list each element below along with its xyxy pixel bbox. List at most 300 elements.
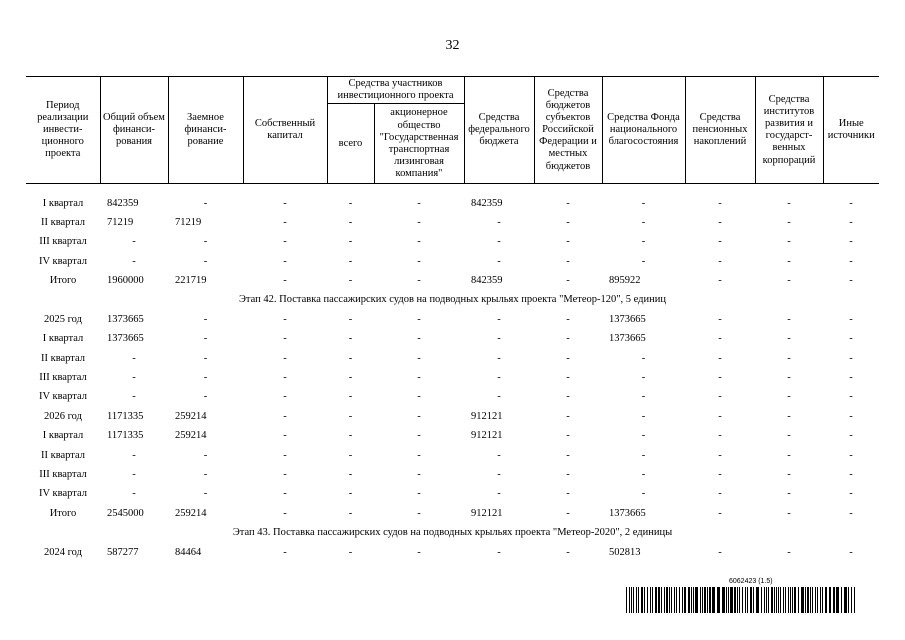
cell-institutes: -: [787, 333, 791, 345]
cell-period: IV квартал: [39, 255, 87, 267]
cell-participants-total: -: [348, 488, 353, 500]
cell-gtlk: -: [417, 372, 421, 384]
barcode-bar: [717, 587, 720, 613]
cell-gtlk: -: [417, 546, 421, 558]
cell-equity: -: [283, 313, 287, 325]
cell-participants-total: -: [348, 507, 353, 519]
cell-other: -: [849, 216, 853, 228]
cell-total: -: [132, 449, 136, 461]
table-row: [26, 193, 879, 212]
cell-participants-total: -: [348, 546, 353, 558]
barcode-bar: [641, 587, 643, 613]
barcode-bar: [807, 587, 809, 613]
barcode-bar: [693, 587, 694, 613]
cell-total: 1373665: [107, 333, 144, 345]
cell-total: 587277: [107, 546, 139, 558]
table-row: [26, 426, 879, 445]
cell-total: -: [132, 255, 136, 267]
header-federal: Средства федерального бюджета: [464, 77, 534, 184]
cell-pension: -: [718, 333, 722, 345]
cell-regional: -: [566, 255, 570, 267]
cell-other: -: [849, 372, 853, 384]
barcode-bar: [780, 587, 781, 613]
cell-institutes: -: [787, 546, 791, 558]
cell-loan: -: [203, 313, 208, 325]
cell-total: -: [132, 391, 136, 403]
cell-nwf: 895922: [609, 275, 641, 287]
cell-loan: 259214: [175, 430, 207, 442]
barcode-caption: 6062423 (1.5): [729, 578, 773, 585]
cell-other: -: [849, 469, 853, 480]
cell-other: -: [849, 449, 853, 461]
barcode-bar: [709, 587, 711, 613]
cell-equity: -: [283, 488, 287, 500]
cell-loan: -: [203, 236, 208, 248]
cell-equity: -: [283, 275, 287, 287]
cell-other: -: [849, 430, 853, 442]
barcode-bar: [707, 587, 708, 613]
barcode-bar: [810, 587, 811, 613]
barcode-bar: [726, 587, 727, 613]
cell-federal: -: [497, 391, 501, 403]
barcode-bar: [825, 587, 827, 613]
barcode-bar: [644, 587, 645, 613]
cell-nwf: -: [641, 352, 646, 364]
cell-other: -: [849, 488, 853, 500]
barcode-bar: [841, 587, 842, 613]
cell-equity: -: [283, 372, 287, 384]
barcode-bar: [790, 587, 791, 613]
barcode-bar: [633, 587, 634, 613]
cell-period: I квартал: [42, 430, 84, 442]
cell-pension: -: [718, 236, 722, 248]
cell-loan: -: [203, 352, 208, 364]
table-row: [26, 407, 879, 426]
cell-loan: -: [203, 333, 208, 345]
header-participants-group: Средства участников инвестиционного проекта: [327, 77, 464, 104]
cell-period: 2024 год: [44, 546, 82, 558]
cell-participants-total: -: [348, 410, 353, 422]
cell-equity: -: [283, 216, 287, 228]
barcode-bar: [682, 587, 683, 613]
cell-equity: -: [283, 391, 287, 403]
cell-nwf: -: [641, 255, 646, 267]
cell-equity: -: [283, 430, 287, 442]
barcode-bar: [674, 587, 675, 613]
cell-total: -: [132, 352, 136, 364]
cell-participants-total: -: [348, 449, 353, 461]
cell-participants-total: -: [348, 391, 353, 403]
cell-nwf: -: [641, 391, 646, 403]
cell-equity: -: [283, 546, 287, 558]
cell-pension: -: [718, 391, 722, 403]
cell-regional: -: [566, 275, 570, 287]
table-row: [26, 368, 879, 387]
cell-loan: -: [203, 255, 208, 267]
cell-period: III квартал: [39, 236, 87, 248]
table-row: [26, 213, 879, 232]
barcode-bar: [788, 587, 789, 613]
cell-gtlk: -: [417, 507, 421, 519]
cell-institutes: -: [787, 488, 791, 500]
table-row: [26, 348, 879, 367]
cell-pension: -: [718, 352, 722, 364]
cell-gtlk: -: [417, 197, 421, 209]
stage-heading: Этап 43. Поставка пассажирских судов на подводных крыльях проекта "Метеор-2020", 2 единицы: [232, 527, 673, 539]
cell-gtlk: -: [417, 236, 421, 248]
cell-loan: -: [203, 488, 208, 500]
cell-other: -: [849, 197, 853, 209]
cell-institutes: -: [787, 507, 791, 519]
cell-nwf: 1373665: [609, 333, 646, 345]
barcode-bar: [848, 587, 849, 613]
cell-other: -: [849, 546, 853, 558]
barcode-bar: [638, 587, 639, 613]
barcode-bar: [851, 587, 852, 613]
cell-federal: 912121: [471, 430, 503, 442]
stage-heading: Этап 42. Поставка пассажирских судов на подводных крыльях проекта "Метеор-120", 5 единиц: [239, 294, 666, 306]
cell-participants-total: -: [348, 372, 353, 384]
barcode-bar: [753, 587, 754, 613]
cell-participants-total: -: [348, 469, 353, 480]
header-nwf: Средства Фонда национального благосостояния: [602, 77, 685, 184]
stage-heading-row: [26, 290, 879, 309]
table-row: [26, 542, 879, 561]
header-other: Иные источники: [823, 77, 879, 184]
cell-federal: 842359: [471, 275, 503, 287]
cell-federal: 842359: [471, 197, 503, 209]
header-period: Период реализации инвести-ционного проекта: [26, 77, 100, 184]
cell-gtlk: -: [417, 313, 421, 325]
cell-equity: -: [283, 352, 287, 364]
barcode-bar: [661, 587, 662, 613]
financing-table: [26, 76, 879, 562]
cell-loan: -: [203, 391, 208, 403]
table-row: [26, 232, 879, 251]
cell-other: -: [849, 507, 853, 519]
cell-period: IV квартал: [39, 488, 87, 500]
barcode-bar: [652, 587, 653, 613]
cell-nwf: -: [641, 410, 646, 422]
barcode-bar: [704, 587, 706, 613]
cell-period: Итого: [49, 275, 77, 287]
table-row: [26, 484, 879, 503]
table-row: [26, 445, 879, 464]
cell-pension: -: [718, 410, 722, 422]
cell-federal: -: [497, 546, 501, 558]
cell-pension: -: [718, 372, 722, 384]
cell-regional: -: [566, 372, 570, 384]
barcode-bar: [798, 587, 799, 613]
cell-equity: -: [283, 469, 287, 480]
cell-institutes: -: [787, 372, 791, 384]
cell-regional: -: [566, 352, 570, 364]
cell-pension: -: [718, 488, 722, 500]
barcode-bar: [647, 587, 648, 613]
cell-total: -: [132, 236, 136, 248]
table-row: [26, 310, 879, 329]
cell-total: 1171335: [107, 430, 144, 442]
cell-pension: -: [718, 197, 722, 209]
cell-gtlk: -: [417, 469, 421, 480]
barcode-bar: [658, 587, 660, 613]
cell-total: -: [132, 372, 136, 384]
header-equity: Собственный капитал: [243, 77, 327, 184]
header-institutes: Средства институтов развития и государст-венных корпораций: [755, 77, 823, 184]
cell-period: I квартал: [42, 333, 84, 345]
barcode-bar: [822, 587, 823, 613]
cell-regional: -: [566, 236, 570, 248]
barcode-bar: [688, 587, 690, 613]
cell-participants-total: -: [348, 333, 353, 345]
cell-regional: -: [566, 216, 570, 228]
cell-participants-total: -: [348, 430, 353, 442]
table-row: [26, 387, 879, 406]
cell-pension: -: [718, 449, 722, 461]
barcode-bar: [722, 587, 725, 613]
cell-other: -: [849, 255, 853, 267]
cell-period: II квартал: [40, 352, 86, 364]
cell-institutes: -: [787, 410, 791, 422]
cell-total: 1171335: [107, 410, 144, 422]
barcode-image: [626, 587, 857, 613]
cell-regional: -: [566, 391, 570, 403]
table-row: [26, 271, 879, 290]
cell-regional: -: [566, 449, 570, 461]
cell-participants-total: -: [348, 255, 353, 267]
barcode-bar: [664, 587, 665, 613]
cell-institutes: -: [787, 216, 791, 228]
cell-regional: -: [566, 488, 570, 500]
cell-pension: -: [718, 469, 722, 480]
cell-pension: -: [718, 546, 722, 558]
cell-other: -: [849, 275, 853, 287]
barcode-bar: [768, 587, 769, 613]
cell-nwf: 1373665: [609, 313, 646, 325]
cell-loan: -: [203, 449, 208, 461]
barcode-bar: [695, 587, 698, 613]
cell-participants-total: -: [348, 313, 353, 325]
cell-nwf: -: [641, 430, 646, 442]
barcode-bar: [792, 587, 793, 613]
cell-federal: -: [497, 352, 501, 364]
cell-nwf: 1373665: [609, 507, 646, 519]
cell-federal: -: [497, 469, 501, 480]
cell-participants-total: -: [348, 352, 353, 364]
cell-institutes: -: [787, 352, 791, 364]
cell-regional: -: [566, 469, 570, 480]
cell-gtlk: -: [417, 216, 421, 228]
barcode-bar: [669, 587, 670, 613]
cell-pension: -: [718, 430, 722, 442]
cell-period: II квартал: [40, 449, 86, 461]
cell-institutes: -: [787, 449, 791, 461]
cell-nwf: -: [641, 216, 646, 228]
barcode-bar: [712, 587, 715, 613]
cell-equity: -: [283, 449, 287, 461]
cell-other: -: [849, 313, 853, 325]
cell-other: -: [849, 352, 853, 364]
cell-pension: -: [718, 255, 722, 267]
cell-other: -: [849, 410, 853, 422]
barcode-bar: [629, 587, 630, 613]
barcode-bar: [756, 587, 759, 613]
cell-regional: -: [566, 430, 570, 442]
cell-loan: 259214: [175, 410, 207, 422]
stage-heading-row: [26, 523, 879, 542]
cell-participants-total: -: [348, 216, 353, 228]
cell-pension: -: [718, 313, 722, 325]
cell-period: 2025 год: [44, 313, 82, 325]
cell-federal: -: [497, 313, 501, 325]
barcode-bar: [691, 587, 692, 613]
barcode-bar: [776, 587, 777, 613]
cell-loan: 71219: [175, 216, 202, 228]
cell-total: 71219: [107, 216, 134, 228]
cell-total: 842359: [107, 197, 139, 209]
barcode-bar: [761, 587, 762, 613]
header-total: Общий объем финанси-рования: [100, 77, 168, 184]
cell-federal: -: [497, 236, 501, 248]
header-participants-total: всего: [327, 104, 374, 184]
cell-federal: -: [497, 372, 501, 384]
barcode-bar: [734, 587, 736, 613]
cell-total: -: [132, 469, 136, 480]
barcode-bar: [626, 587, 627, 613]
barcode-bar: [820, 587, 821, 613]
header-gtlk: акционерное общество "Государственная транспортная лизинговая компания": [374, 104, 464, 184]
cell-other: -: [849, 333, 853, 345]
cell-nwf: -: [641, 469, 646, 480]
cell-regional: -: [566, 546, 570, 558]
barcode-bar: [785, 587, 786, 613]
barcode-bar: [676, 587, 677, 613]
cell-nwf: -: [641, 197, 646, 209]
header-pension: Средства пенсионных накоплений: [685, 77, 755, 184]
cell-other: -: [849, 391, 853, 403]
cell-institutes: -: [787, 430, 791, 442]
cell-total: 1960000: [107, 275, 144, 287]
cell-equity: -: [283, 255, 287, 267]
barcode-bar: [739, 587, 740, 613]
barcode-bar: [812, 587, 813, 613]
cell-gtlk: -: [417, 410, 421, 422]
cell-participants-total: -: [348, 197, 353, 209]
cell-institutes: -: [787, 313, 791, 325]
barcode-bar: [778, 587, 779, 613]
barcode-bar: [742, 587, 743, 613]
barcode-bar: [631, 587, 632, 613]
barcode-bar: [666, 587, 668, 613]
cell-federal: -: [497, 255, 501, 267]
table-row: [26, 465, 879, 484]
cell-federal: 912121: [471, 507, 503, 519]
cell-gtlk: -: [417, 391, 421, 403]
cell-institutes: -: [787, 197, 791, 209]
cell-regional: -: [566, 333, 570, 345]
cell-period: 2026 год: [44, 410, 82, 422]
cell-period: III квартал: [39, 372, 87, 384]
cell-other: -: [849, 236, 853, 248]
barcode-bar: [801, 587, 804, 613]
header-regional: Средства бюджетов субъектов Российской Федерации и местных бюджетов: [534, 77, 602, 184]
cell-pension: -: [718, 275, 722, 287]
barcode-bar: [817, 587, 818, 613]
cell-federal: -: [497, 488, 501, 500]
cell-gtlk: -: [417, 255, 421, 267]
barcode-bar: [836, 587, 839, 613]
barcode-bar: [764, 587, 765, 613]
page-number: 32: [445, 38, 460, 53]
barcode-bar: [671, 587, 672, 613]
barcode-bar: [829, 587, 831, 613]
cell-gtlk: -: [417, 333, 421, 345]
barcode-bar: [655, 587, 657, 613]
cell-pension: -: [718, 507, 722, 519]
cell-institutes: -: [787, 391, 791, 403]
cell-nwf: 502813: [609, 546, 641, 558]
cell-institutes: -: [787, 469, 791, 480]
barcode-bar: [700, 587, 701, 613]
cell-nwf: -: [641, 372, 646, 384]
cell-federal: -: [497, 333, 501, 345]
barcode-bar: [747, 587, 748, 613]
cell-institutes: -: [787, 275, 791, 287]
cell-federal: -: [497, 449, 501, 461]
cell-nwf: -: [641, 236, 646, 248]
table-row: [26, 504, 879, 523]
cell-period: I квартал: [42, 197, 84, 209]
cell-gtlk: -: [417, 275, 421, 287]
table-row: [26, 329, 879, 348]
cell-equity: -: [283, 410, 287, 422]
cell-equity: -: [283, 197, 287, 209]
cell-federal: 912121: [471, 410, 503, 422]
barcode-bar: [728, 587, 729, 613]
barcode-bar: [750, 587, 752, 613]
cell-nwf: -: [641, 449, 646, 461]
cell-equity: -: [283, 507, 287, 519]
barcode-bar: [650, 587, 651, 613]
cell-federal: -: [497, 216, 501, 228]
barcode-bar: [636, 587, 637, 613]
cell-loan: -: [203, 372, 208, 384]
cell-participants-total: -: [348, 236, 353, 248]
barcode-bar: [844, 587, 847, 613]
barcode-bar: [805, 587, 806, 613]
cell-loan: 84464: [175, 546, 202, 558]
barcode-bar: [833, 587, 835, 613]
cell-regional: -: [566, 507, 570, 519]
cell-total: 2545000: [107, 507, 144, 519]
cell-regional: -: [566, 410, 570, 422]
cell-institutes: -: [787, 255, 791, 267]
barcode-bar: [745, 587, 746, 613]
cell-total: 1373665: [107, 313, 144, 325]
barcode-bar: [774, 587, 775, 613]
cell-nwf: -: [641, 488, 646, 500]
cell-loan: 259214: [175, 507, 207, 519]
cell-regional: -: [566, 197, 570, 209]
barcode-bar: [679, 587, 680, 613]
barcode-bar: [771, 587, 773, 613]
cell-equity: -: [283, 333, 287, 345]
barcode-bar: [702, 587, 703, 613]
cell-loan: 221719: [175, 275, 207, 287]
cell-gtlk: -: [417, 430, 421, 442]
barcode-bar: [684, 587, 686, 613]
cell-period: II квартал: [40, 216, 86, 228]
